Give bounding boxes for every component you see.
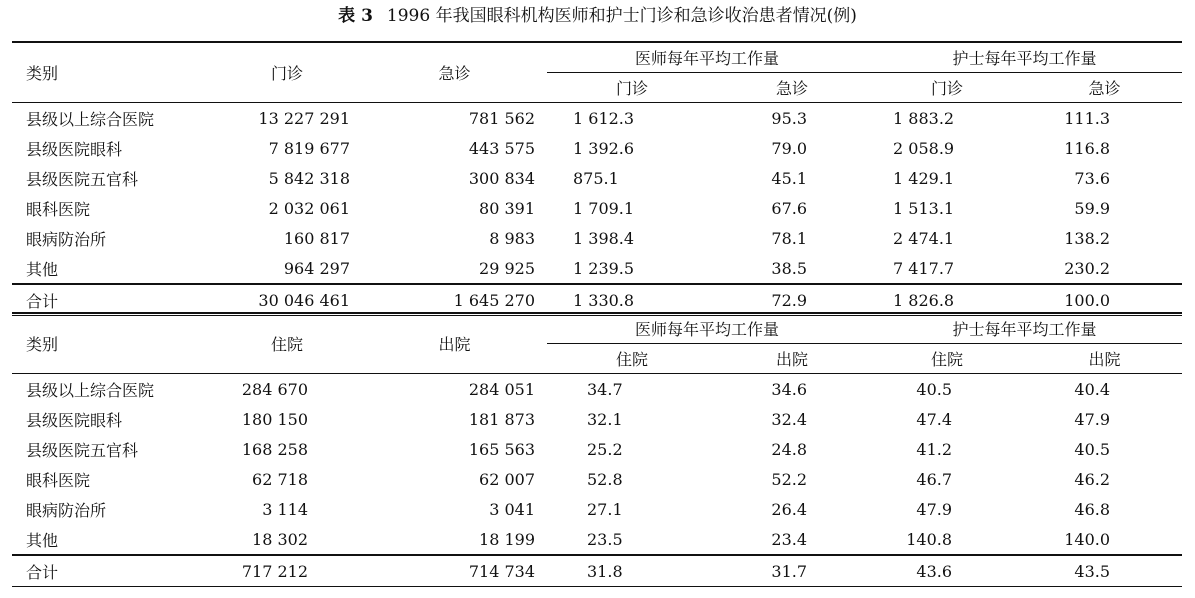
table-cell: 1 392.6	[573, 138, 635, 158]
inpatient-discharge-table	[12, 312, 1182, 587]
subheader-doctor-inpatient: 住院	[615, 350, 648, 369]
table-cell: 1 513.1	[893, 198, 955, 218]
table-row	[12, 374, 1182, 405]
table-cell: 3 041	[489, 499, 535, 519]
row-category: 县级以上综合医院	[12, 374, 212, 405]
table-row	[12, 494, 1182, 524]
table-row	[12, 464, 1182, 494]
subheader-doctor-outpatient: 门诊	[615, 79, 648, 98]
category-header: 类别	[12, 42, 212, 103]
table-cell: 875.1	[573, 168, 619, 188]
table-cell: 284 670	[212, 374, 362, 405]
table-cell: 47.4	[916, 409, 953, 429]
table-cell: 34.6	[717, 374, 867, 405]
table-row	[12, 253, 1182, 284]
table-cell: 78.1	[771, 228, 808, 248]
subheader-nurse-emergency: 急诊	[1088, 79, 1121, 98]
total-label: 合计	[12, 555, 212, 587]
table-cell: 40.5	[1074, 439, 1111, 459]
row-category: 眼病防治所	[26, 500, 107, 520]
column-header-emergency: 急诊	[362, 42, 547, 103]
table-cell: 46.7	[916, 469, 953, 489]
table-cell: 59.9	[1074, 198, 1111, 218]
table-total-row	[12, 284, 1182, 316]
table-header-row	[12, 313, 1182, 344]
row-category: 眼科医院	[26, 470, 91, 490]
table-cell: 5 842 318	[268, 168, 350, 188]
column-header-discharge: 出院	[362, 313, 547, 374]
row-category: 县级医院五官科	[26, 440, 139, 460]
subheader-doctor-discharge: 出院	[776, 350, 809, 369]
table-cell: 300 834	[468, 168, 535, 188]
table-row	[12, 524, 1182, 555]
total-cell: 1 645 270	[362, 284, 547, 316]
row-category: 县级以上综合医院	[12, 103, 212, 134]
total-label: 合计	[12, 284, 212, 316]
nurse-workload-header: 护士每年平均工作量	[867, 313, 1182, 344]
table-cell: 140.0	[1064, 529, 1111, 549]
table-cell: 964 297	[283, 258, 350, 278]
table-row	[12, 434, 1182, 464]
table-row	[12, 193, 1182, 223]
table-cell: 23.4	[771, 529, 808, 549]
table-cell: 32.1	[587, 409, 623, 429]
table-cell: 18 199	[479, 529, 535, 549]
table-cell: 3 114	[262, 499, 308, 519]
table-cell: 1 398.4	[573, 228, 635, 248]
row-category: 其他	[26, 530, 59, 550]
table-cell: 38.5	[771, 258, 808, 278]
table-cell: 73.6	[1074, 168, 1111, 188]
total-cell: 717 212	[212, 555, 362, 587]
category-header: 类别	[12, 313, 212, 374]
table-cell: 8 983	[489, 228, 535, 248]
subheader-nurse-inpatient: 住院	[931, 350, 964, 369]
table-cell: 47.9	[916, 499, 953, 519]
table-cell: 781 562	[362, 103, 547, 134]
table-cell: 116.8	[1064, 138, 1111, 158]
doctor-workload-header: 医师每年平均工作量	[547, 42, 867, 73]
table-cell: 79.0	[771, 138, 808, 158]
outpatient-emergency-table	[12, 41, 1182, 316]
table-cell: 180 150	[241, 409, 308, 429]
table-cell: 29 925	[479, 258, 535, 278]
table-cell: 1 883.2	[867, 103, 1027, 134]
table-cell: 1 709.1	[573, 198, 635, 218]
table-cell: 168 258	[241, 439, 308, 459]
total-cell: 31.8	[547, 555, 717, 587]
row-category: 眼科医院	[26, 199, 91, 219]
nurse-workload-header: 护士每年平均工作量	[867, 42, 1182, 73]
total-cell: 31.7	[717, 555, 867, 587]
total-cell: 1 826.8	[867, 284, 1027, 316]
table-row	[12, 404, 1182, 434]
row-category: 县级医院五官科	[26, 169, 139, 189]
caption-title: 1996 年我国眼科机构医师和护士门诊和急诊收治患者情况(例)	[386, 6, 857, 26]
table-cell: 2 032 061	[268, 198, 350, 218]
table-cell: 62 007	[479, 469, 535, 489]
row-category: 县级医院眼科	[26, 139, 123, 159]
total-cell: 714 734	[362, 555, 547, 587]
table-cell: 284 051	[362, 374, 547, 405]
table-cell: 1 239.5	[573, 258, 635, 278]
subheader-nurse-outpatient: 门诊	[931, 79, 964, 98]
table-row	[12, 223, 1182, 253]
table-cell: 7 819 677	[268, 138, 350, 158]
table-cell: 46.2	[1074, 469, 1111, 489]
table-cell: 13 227 291	[212, 103, 362, 134]
table-cell: 52.8	[587, 469, 623, 489]
table-cell: 32.4	[771, 409, 808, 429]
table-cell: 45.1	[771, 168, 808, 188]
table-total-row	[12, 555, 1182, 587]
table-cell: 230.2	[1064, 258, 1111, 278]
table-cell: 2 474.1	[893, 228, 955, 248]
table-cell: 111.3	[1027, 103, 1182, 134]
table-cell: 40.4	[1027, 374, 1182, 405]
table-row	[12, 163, 1182, 193]
table-caption	[0, 0, 1195, 32]
table-cell: 140.8	[906, 529, 953, 549]
total-cell: 43.6	[867, 555, 1027, 587]
total-cell: 30 046 461	[212, 284, 362, 316]
table-cell: 26.4	[771, 499, 808, 519]
table-cell: 34.7	[547, 374, 717, 405]
row-category: 眼病防治所	[26, 229, 107, 249]
table-cell: 1 612.3	[547, 103, 717, 134]
table-cell: 165 563	[468, 439, 535, 459]
table-cell: 62 718	[252, 469, 308, 489]
table-cell: 80 391	[479, 198, 535, 218]
table-cell: 2 058.9	[893, 138, 955, 158]
table-cell: 47.9	[1074, 409, 1111, 429]
caption-label: 表 3	[338, 6, 373, 26]
table-row	[12, 103, 1182, 134]
row-category: 县级医院眼科	[26, 410, 123, 430]
subheader-doctor-emergency: 急诊	[776, 79, 809, 98]
column-header-outpatient: 门诊	[212, 42, 362, 103]
table-cell: 67.6	[771, 198, 808, 218]
subheader-nurse-discharge: 出院	[1088, 350, 1121, 369]
total-cell: 43.5	[1027, 555, 1182, 587]
doctor-workload-header: 医师每年平均工作量	[547, 313, 867, 344]
table-cell: 24.8	[771, 439, 808, 459]
table-row	[12, 133, 1182, 163]
table-cell: 181 873	[468, 409, 535, 429]
table-cell: 23.5	[587, 529, 623, 549]
table-cell: 41.2	[916, 439, 953, 459]
table-header-row	[12, 42, 1182, 73]
table-cell: 46.8	[1074, 499, 1111, 519]
table-cell: 95.3	[717, 103, 867, 134]
table-cell: 25.2	[587, 439, 623, 459]
table-cell: 443 575	[468, 138, 535, 158]
table-cell: 138.2	[1064, 228, 1111, 248]
total-cell: 100.0	[1027, 284, 1182, 316]
table-cell: 18 302	[252, 529, 308, 549]
table-cell: 27.1	[587, 499, 623, 519]
column-header-inpatient: 住院	[212, 313, 362, 374]
total-cell: 72.9	[717, 284, 867, 316]
table-cell: 40.5	[867, 374, 1027, 405]
table-cell: 160 817	[283, 228, 350, 248]
table-cell: 1 429.1	[893, 168, 955, 188]
table-cell: 7 417.7	[893, 258, 955, 278]
total-cell: 1 330.8	[547, 284, 717, 316]
table-cell: 52.2	[771, 469, 808, 489]
row-category: 其他	[26, 259, 59, 279]
